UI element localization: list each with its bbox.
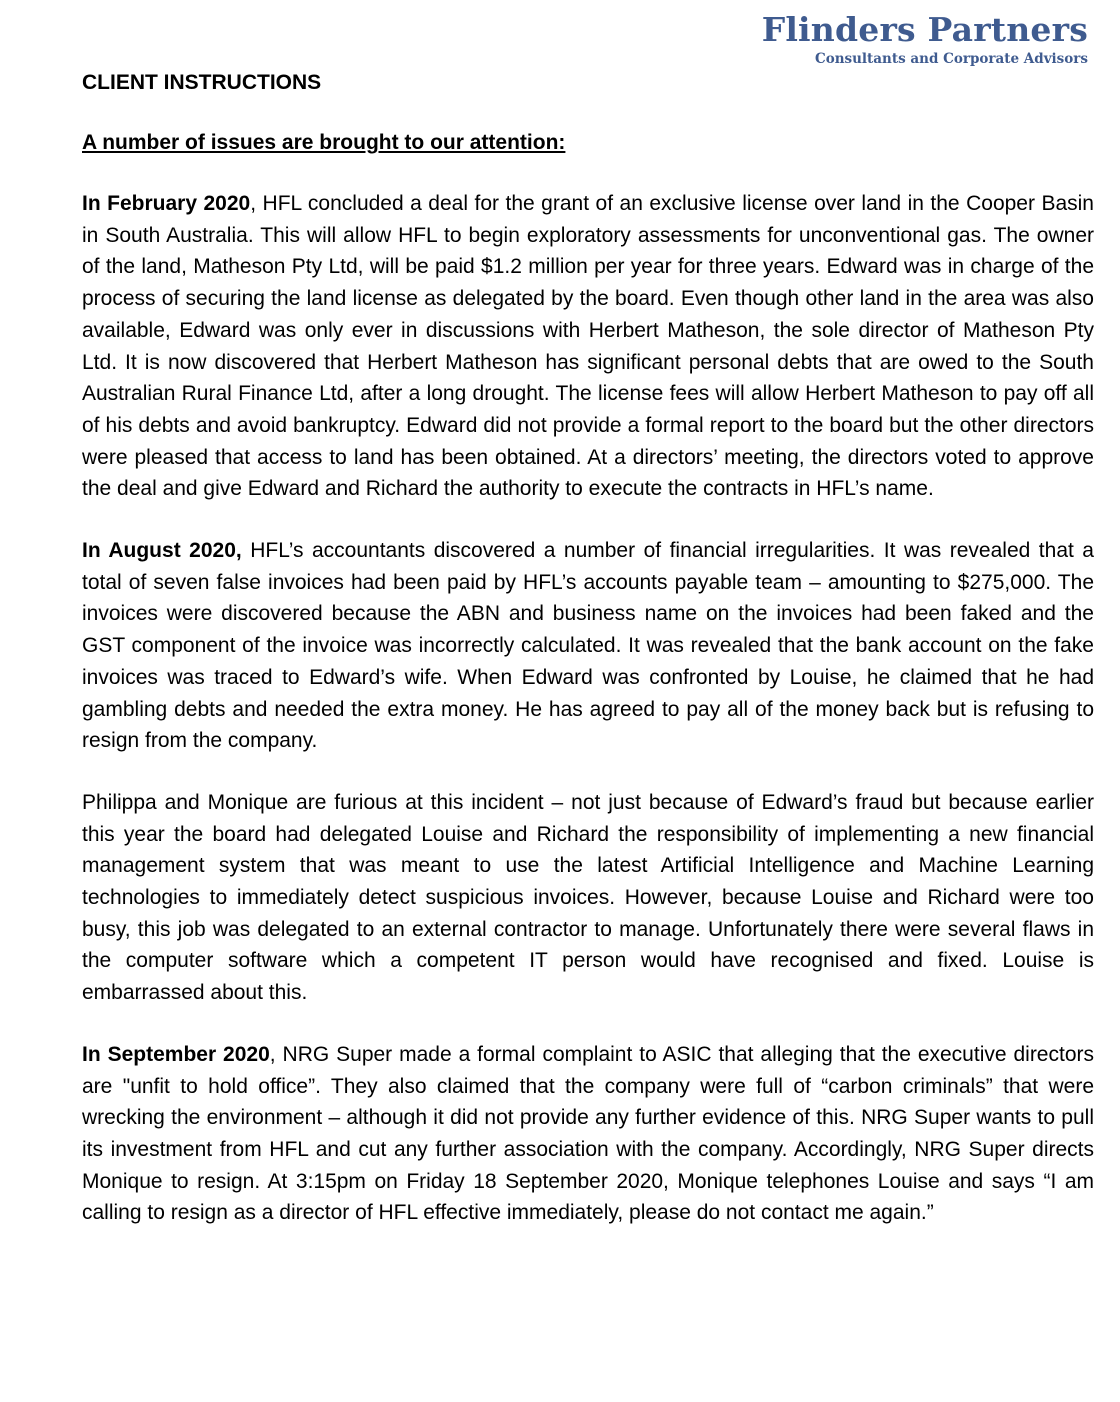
- paragraph-august: [82, 535, 1094, 757]
- brand-logo: [762, 10, 1088, 67]
- document-title: CLIENT INSTRUCTIONS: [82, 71, 322, 94]
- paragraph-lead: In August 2020,: [82, 539, 242, 563]
- paragraph-text: Philippa and Monique are furious at this incident – not just because of Edward’s fraud but because earlier this year the board had delegated Louise and Richard the responsibility of implementing a new financial management system that was meant to use the latest Artificial Intelligence and Machine Learning technologies to immediately detect suspicious invoices. However, because Louise and Richard were too busy, this job was delegated to an external contractor to manage. Unfortunately there were several flaws in the computer software which a competent IT person would have recognised and fixed. Louise is embarrassed about this.: [82, 790, 1094, 1005]
- brand-tagline: Consultants and Corporate Advisors: [814, 51, 1088, 67]
- paragraph-february: [82, 188, 1094, 505]
- paragraph-lead: In September 2020: [82, 1042, 270, 1066]
- section-subheading: A number of issues are brought to our attention:: [82, 131, 566, 154]
- paragraph-text: HFL’s accountants discovered a number of financial irregularities. It was revealed that a total of seven false invoices had been paid by HFL’s accounts payable team – amounting to $275,000. The invoices were discovered because the ABN and business name on the invoices had been faked and the GST component of the invoice was incorrectly calculated. It was revealed that the bank account on the fake invoices was traced to Edward’s wife. When Edward was confronted by Louise, he claimed that he had gambling debts and needed the extra money. He has agreed to pay all of the money back but is refusing to resign from the company.: [82, 539, 1094, 753]
- brand-name: Flinders Partners: [761, 10, 1088, 49]
- document-body: [82, 68, 1094, 1229]
- paragraph-september: [82, 1039, 1094, 1229]
- paragraph-lead: In February 2020: [82, 192, 251, 215]
- paragraph-text: , HFL concluded a deal for the grant of an exclusive license over land in the Cooper Basin in South Australia. This will allow HFL to begin exploratory assessments for unconventional gas. The owner of the land, Matheson Pty Ltd, will be paid $1.2 million per year for three years. Edward was in charge of the process of securing the land license as delegated by the board. Even though other land in the area was also available, Edward was only ever in discussions with Herbert Matheson, the sole director of Matheson Pty Ltd. It is now discovered that Herbert Matheson has significant personal debts that are owed to the South Australian Rural Finance Ltd, after a long drought. The license fees will allow Herbert Matheson to pay off all of his debts and avoid bankruptcy. Edward did not provide a formal report to the board but the other directors were pleased that access to land has been obtained. At a directors’ meeting, the directors voted to approve the deal and give Edward and Richard the authority to execute the contracts in HFL’s name.: [82, 192, 1094, 501]
- paragraph-text: , NRG Super made a formal complaint to ASIC that alleging that the executive directors are "unfit to hold office”. They also claimed that the company were full of “carbon criminals” that were wrecking the environment – although it did not provide any further evidence of this. NRG Super wants to pull its investment from HFL and cut any further association with the company. Accordingly, NRG Super directs Monique to resign. At 3:15pm on Friday 18 September 2020, Monique telephones Louise and says “I am calling to resign as a director of HFL effective immediately, please do not contact me again.”: [82, 1042, 1094, 1225]
- paragraph-incident: [82, 787, 1094, 1009]
